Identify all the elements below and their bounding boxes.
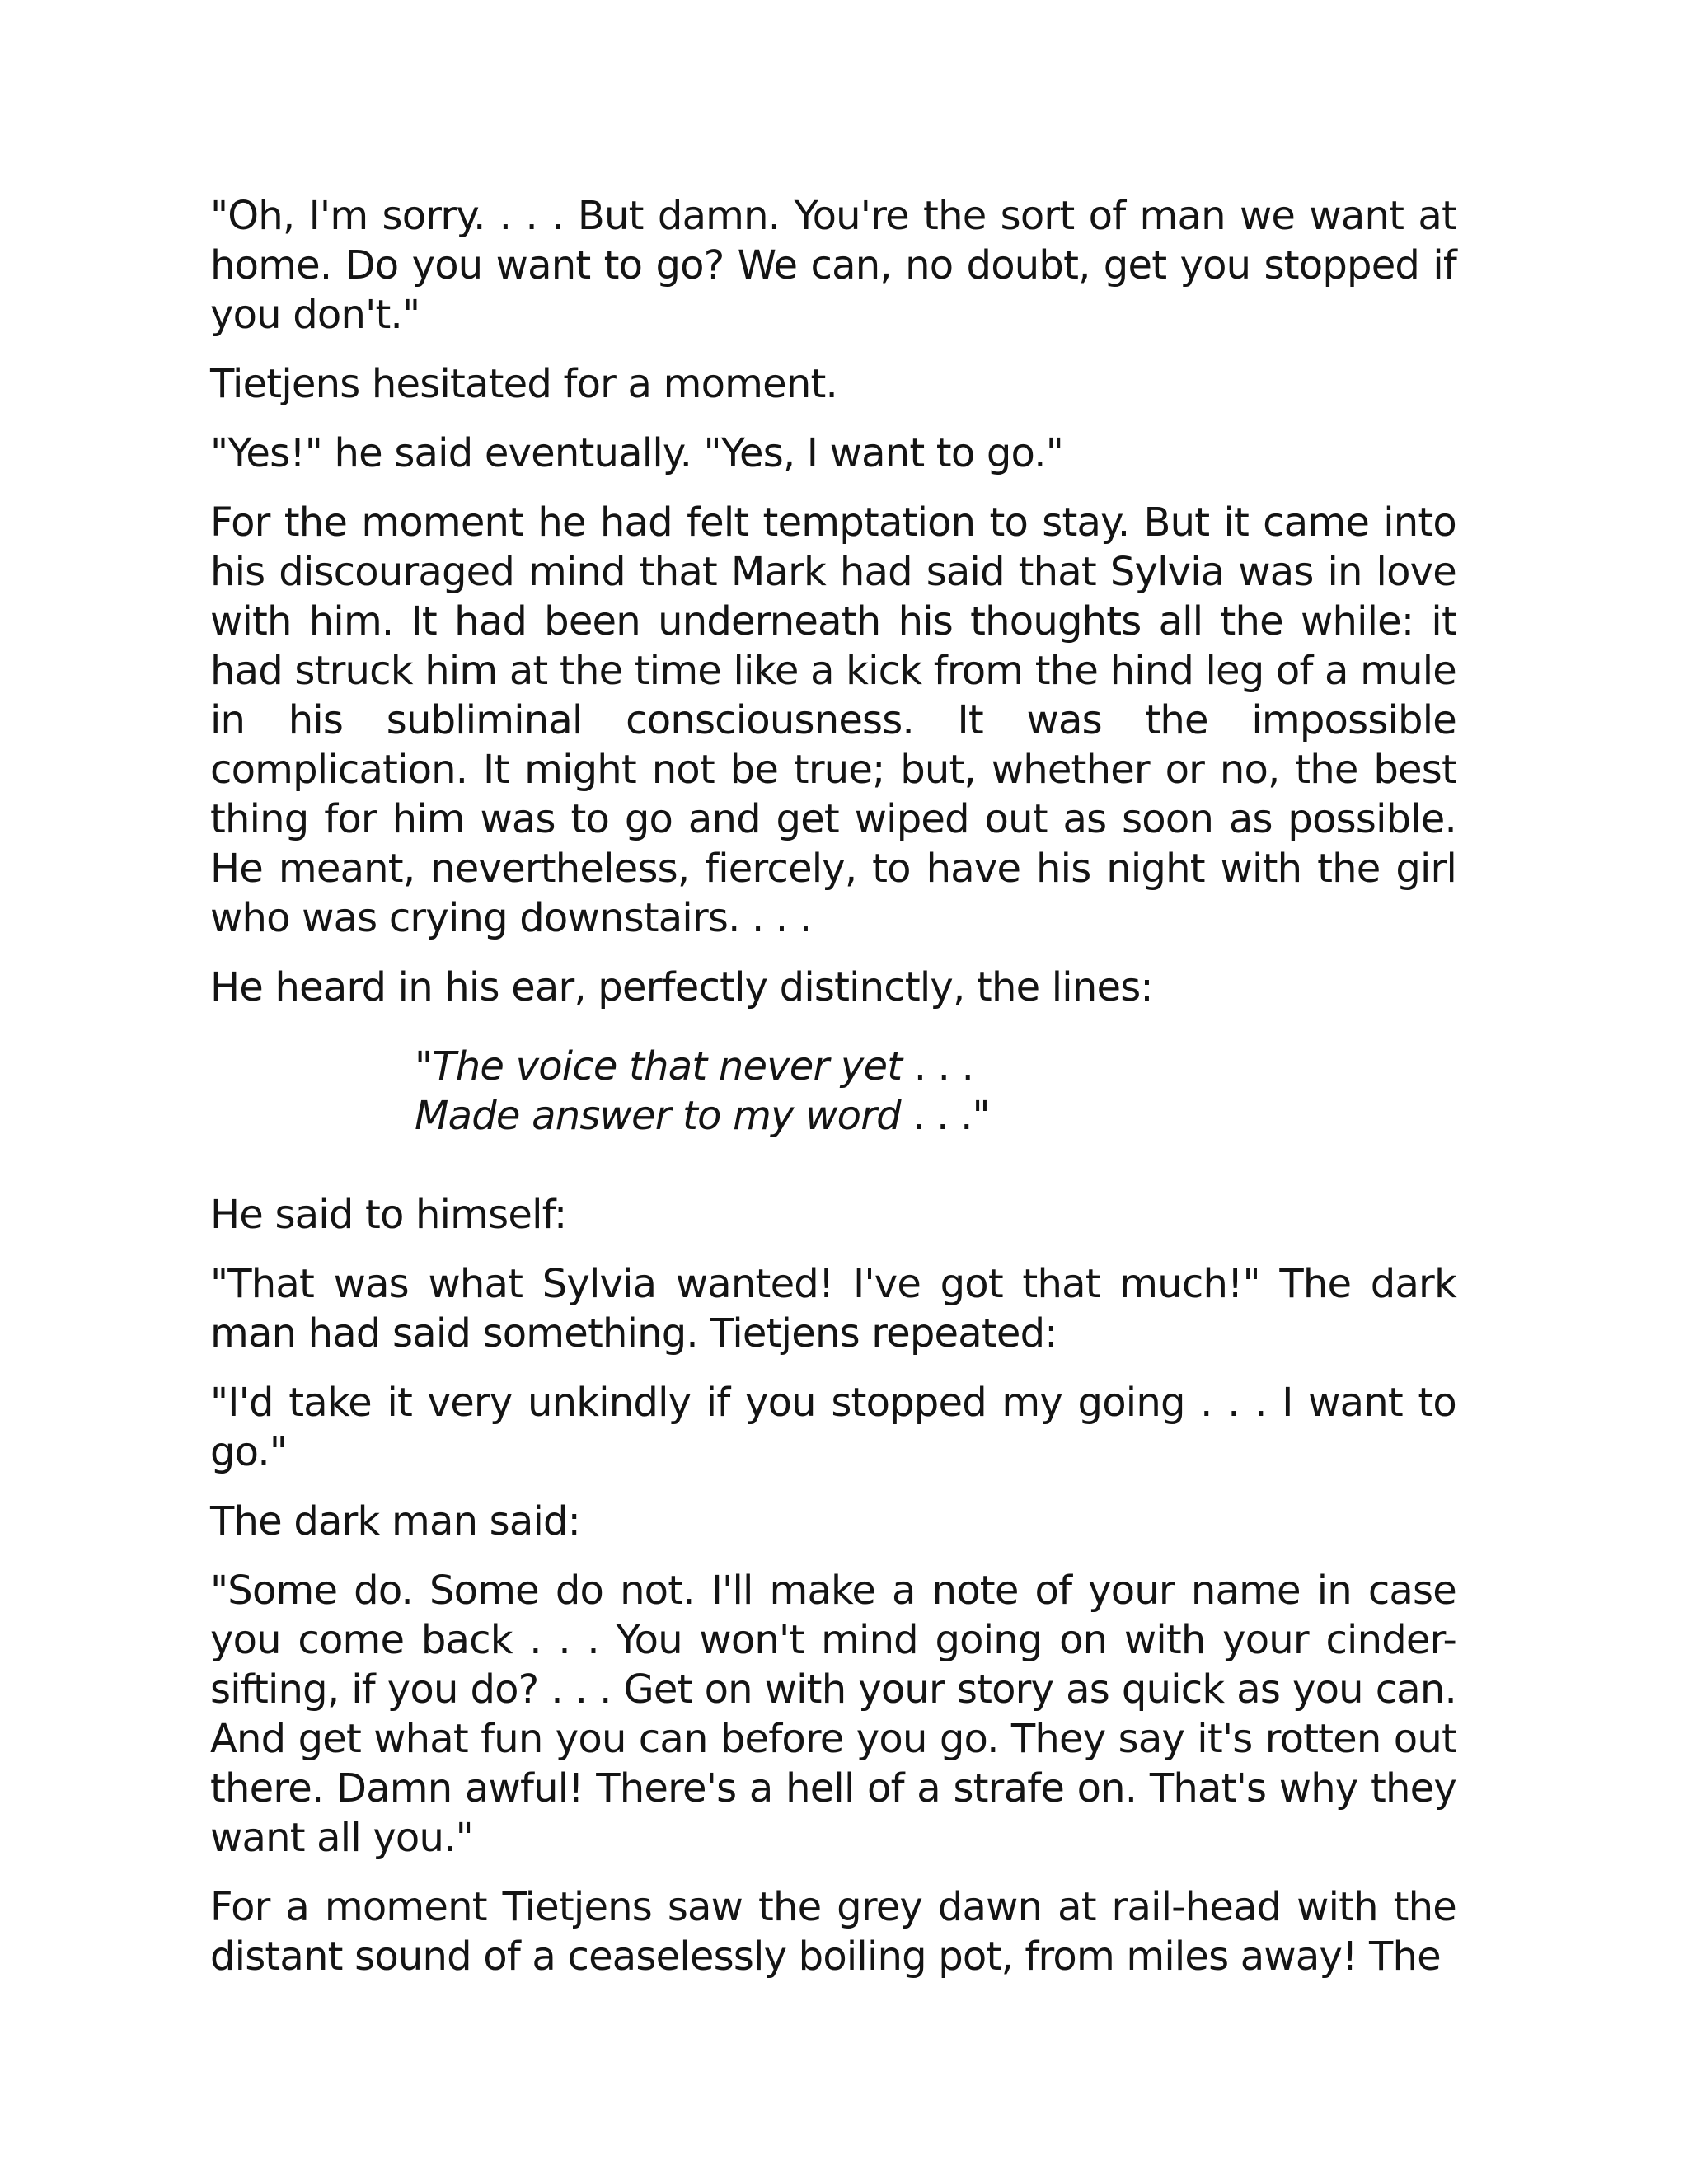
paragraph-temptation-to-stay: For the moment he had felt temptation to stay. But it came into his discouraged mind that Mark had said that Sylvia was in love with him. It had been underneath his thoughts all the while: it had struck him at the time like a kick from the hind leg of a mule in his subliminal consciousness. It was the impossible complication. It might not be true; but, whether or no, the best thing for him was to go and get wiped out as soon as possible. He meant, nevertheless, fiercely, to have his night with the girl who was crying downstairs. . . . bbox=[210, 499, 1456, 941]
verse-quotation bbox=[210, 1042, 1456, 1141]
paragraph-said-to-himself: He said to himself: bbox=[210, 1192, 567, 1238]
verse-line-2-italic: Made answer to my word bbox=[415, 1093, 901, 1139]
verse-line-2-ellipsis: . . ." bbox=[900, 1093, 990, 1139]
paragraph-heard-the-lines: He heard in his ear, perfectly distinctly, the lines: bbox=[210, 964, 1153, 1010]
paragraph-tietjens-hesitated: Tietjens hesitated for a moment. bbox=[210, 361, 837, 407]
paragraph-oh-im-sorry: "Oh, I'm sorry. . . . But damn. You're the sort of man we want at home. Do you want to go? We can, no doubt, get you stopped if you don't." bbox=[210, 193, 1456, 338]
verse-line-1-italic: The voice that never yet bbox=[432, 1043, 903, 1090]
verse-open-quote: " bbox=[415, 1043, 433, 1090]
paragraph-yes-i-want-to-go: "Yes!" he said eventually. "Yes, I want to go." bbox=[210, 430, 1063, 476]
paragraph-take-it-unkindly: "I'd take it very unkindly if you stopped my going . . . I want to go." bbox=[210, 1380, 1456, 1475]
paragraph-some-do-some-do-not: "Some do. Some do not. I'll make a note of your name in case you come back . . . You won't mind going on with your cinder-sifting, if you do? . . . Get on with your story as quick as you can. And get what fun you can before you go. They say it's rotten out there. Damn awful! There's a hell of a strafe on. That's why they want all you." bbox=[210, 1568, 1456, 1861]
verse-line-1 bbox=[415, 1042, 1456, 1091]
paragraph-grey-dawn: For a moment Tietjens saw the grey dawn at rail-head with the distant sound of a ceaselessly boiling pot, from miles away! The bbox=[210, 1884, 1456, 1980]
paragraph-dark-man-said: The dark man said: bbox=[210, 1498, 581, 1544]
paragraph-what-sylvia-wanted: "That was what Sylvia wanted! I've got that much!" The dark man had said something. Tietjens repeated: bbox=[210, 1261, 1456, 1357]
verse-line-2 bbox=[415, 1091, 1456, 1141]
verse-line-1-ellipsis: . . . bbox=[902, 1043, 974, 1090]
book-page bbox=[210, 191, 1456, 2001]
